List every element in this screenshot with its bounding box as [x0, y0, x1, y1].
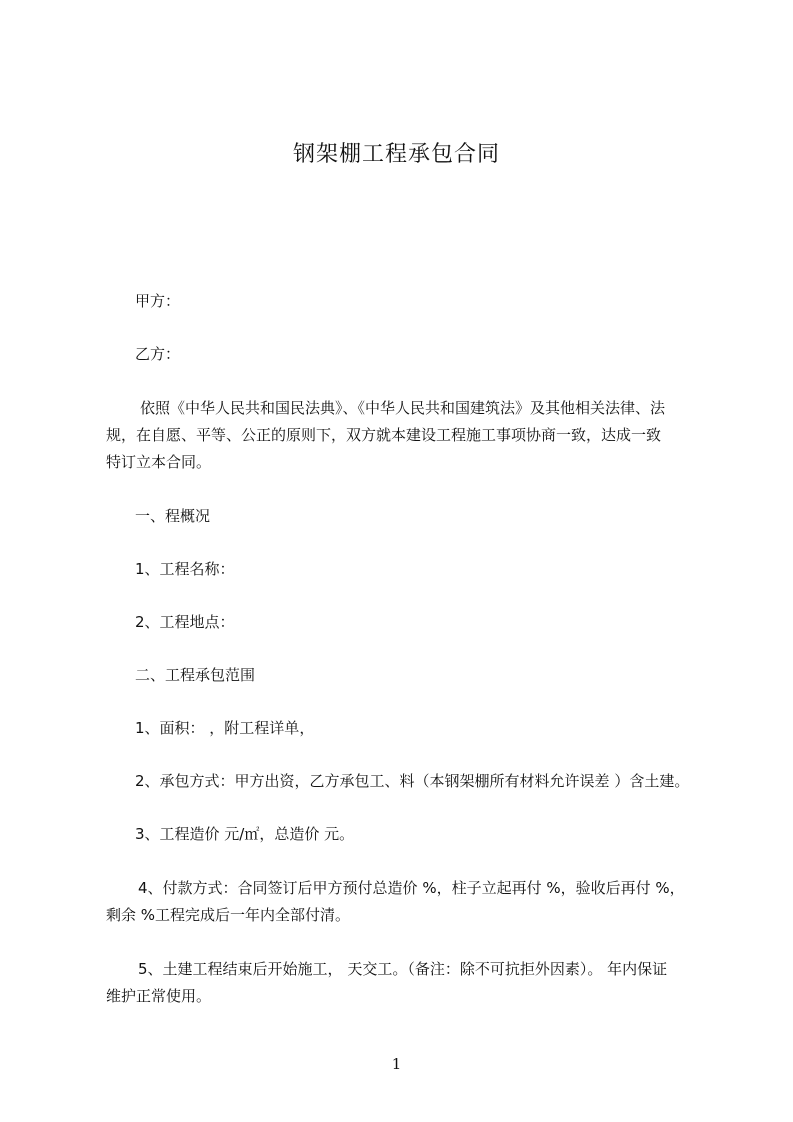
intro-line-3: 特订立本合同。 — [106, 453, 212, 471]
document-title: 钢架棚工程承包合同 — [292, 142, 500, 167]
section-2-item-5-line-1: 5、土建工程结束后开始施工， 天交工。（备注：除不可抗拒外因素）。 年内保证 — [138, 960, 668, 978]
section-2-item-3: 3、工程造价 元/㎡，总造价 元。 — [135, 825, 355, 843]
section-2-item-2: 2、承包方式：甲方出资，乙方承包工、料（本钢架棚所有材料允许误差 ）含土建。 — [135, 772, 690, 790]
section-1-item-1: 1、工程名称： — [135, 560, 235, 578]
section-1-item-2: 2、工程地点： — [135, 613, 235, 631]
section-2-item-1: 1、面积： ，附工程详单， — [135, 719, 315, 737]
intro-line-1: 依照《中华人民共和国民法典》、《中华人民共和国建筑法》及其他相关法律、法 — [140, 399, 666, 417]
section-1-heading: 一、程概况 — [135, 507, 211, 525]
section-2-item-5-line-2: 维护正常使用。 — [106, 987, 212, 1005]
party-a-label: 甲方： — [135, 292, 181, 310]
page-number: 1 — [391, 1055, 402, 1073]
section-2-heading: 二、工程承包范围 — [135, 666, 256, 684]
section-2-item-4-line-1: 4、付款方式：合同签订后甲方预付总造价 %，柱子立起再付 %，验收后再付 %， — [138, 879, 685, 897]
party-b-label: 乙方： — [135, 345, 181, 363]
intro-line-2: 规，在自愿、平等、公正的原则下，双方就本建设工程施工事项协商一致，达成一致 — [106, 426, 662, 444]
section-2-item-4-line-2: 剩余 %工程完成后一年内全部付清。 — [106, 906, 351, 924]
